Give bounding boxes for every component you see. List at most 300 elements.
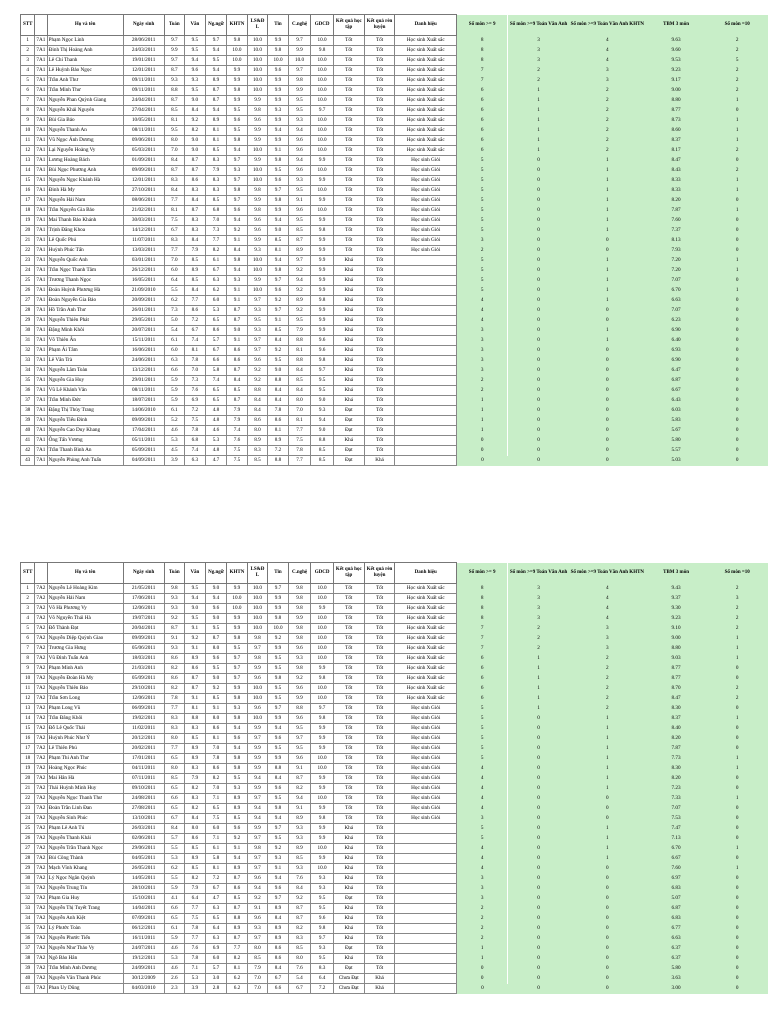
cell-history-geography: 9.9 [247, 96, 268, 106]
cell-conduct-result: Tốt [364, 804, 395, 814]
cell-academic-result: Đạt [333, 446, 364, 456]
cell-subjects-ge9-core3: 0 [508, 984, 570, 994]
cell-stt: 10 [21, 126, 35, 136]
cell-academic-result: Tốt [333, 584, 364, 594]
cell-subjects-eq10: 2 [707, 76, 768, 86]
cell-subjects-ge9: 3 [457, 236, 508, 246]
cell-subjects-eq10: 0 [707, 874, 768, 884]
cell-subjects-eq10: 1 [707, 864, 768, 874]
cell-academic-result: Tốt [333, 216, 364, 226]
cell-foreign-language: 7.0 [205, 216, 227, 226]
cell-subjects-ge9: 5 [457, 734, 508, 744]
cell-math: 6.7 [164, 814, 185, 824]
cell-technology: 8.4 [288, 386, 311, 396]
cell-technology: 9.1 [288, 764, 311, 774]
cell-civics: 9.8 [311, 674, 334, 684]
cell-technology: 7.8 [288, 446, 311, 456]
table-row [21, 944, 768, 954]
cell-academic-result: Khá [333, 904, 364, 914]
cell-stt: 7 [21, 96, 35, 106]
cell-subjects-ge9: 6 [457, 674, 508, 684]
cell-literature: 8.4 [185, 106, 206, 116]
cell-student-name: Phạm Thi Anh Thư [47, 754, 123, 764]
cell-academic-result: Tốt [333, 236, 364, 246]
cell-award [395, 874, 457, 884]
cell-student-name: Nguyễn Văn Thanh Phúc [47, 974, 123, 984]
cell-foreign-language: 4.7 [205, 894, 227, 904]
cell-foreign-language: 8.9 [205, 76, 227, 86]
cell-subjects-ge9-core3: 2 [508, 644, 570, 654]
cell-award: Học sinh Giỏi [395, 176, 457, 186]
cell-class: 7A1 [35, 346, 47, 356]
cell-subjects-ge9: 7 [457, 66, 508, 76]
cell-subjects-ge9-core3: 0 [508, 446, 570, 456]
cell-academic-result: Tốt [333, 694, 364, 704]
cell-subjects-ge9: 6 [457, 146, 508, 156]
cell-subjects-ge9-core3: 0 [508, 216, 570, 226]
cell-civics: 8.8 [311, 436, 334, 446]
cell-subjects-ge9-core4: 1 [569, 196, 645, 206]
cell-history-geography: 9.4 [247, 804, 268, 814]
cell-student-name: Võ Hà Phương Vy [47, 604, 123, 614]
header-award: Danh hiệu [395, 563, 457, 584]
cell-math: 6.5 [164, 754, 185, 764]
cell-math: 5.2 [164, 416, 185, 426]
cell-conduct-result: Tốt [364, 964, 395, 974]
cell-class: 7A2 [35, 694, 47, 704]
cell-math: 8.3 [164, 714, 185, 724]
cell-student-name: Vũ Đình Tuấn Anh [47, 654, 123, 664]
cell-history-geography: 10.0 [247, 714, 268, 724]
header-stt: STT [21, 15, 35, 36]
cell-student-name: Bùi Ngọc Phương Anh [47, 166, 123, 176]
cell-academic-result: Tốt [333, 166, 364, 176]
cell-informatics: 9.9 [268, 116, 289, 126]
cell-science: 9.7 [227, 674, 248, 684]
cell-foreign-language: 9.6 [205, 654, 227, 664]
cell-student-name: Mai Thanh Bảo Khánh [47, 216, 123, 226]
cell-subjects-ge9-core3: 1 [508, 86, 570, 96]
cell-conduct-result: Tốt [364, 744, 395, 754]
cell-subjects-eq10: 0 [707, 336, 768, 346]
cell-history-geography: 9.9 [247, 136, 268, 146]
cell-class: 7A2 [35, 604, 47, 614]
cell-stt: 14 [21, 714, 35, 724]
cell-award [395, 924, 457, 934]
cell-history-geography: 10.0 [247, 614, 268, 624]
cell-history-geography: 9.2 [247, 894, 268, 904]
cell-stt: 15 [21, 176, 35, 186]
cell-science: 9.3 [227, 784, 248, 794]
cell-subjects-eq10: 1 [707, 206, 768, 216]
cell-foreign-language: 5.8 [205, 854, 227, 864]
cell-subjects-ge9: 5 [457, 276, 508, 286]
cell-birth-date: 24/04/2011 [123, 96, 164, 106]
cell-foreign-language: 6.5 [205, 914, 227, 924]
cell-class: 7A1 [35, 166, 47, 176]
table-row [21, 904, 768, 914]
cell-subjects-ge9: 4 [457, 784, 508, 794]
cell-stt: 24 [21, 814, 35, 824]
cell-conduct-result: Tốt [364, 416, 395, 426]
cell-student-name: Đoàn Nguyễn Gia Bảo [47, 296, 123, 306]
cell-literature: 6.8 [185, 436, 206, 446]
cell-math: 9.9 [164, 46, 185, 56]
cell-science: 9.1 [227, 844, 248, 854]
cell-subjects-eq10: 0 [707, 944, 768, 954]
cell-subjects-ge9-core4: 3 [569, 644, 645, 654]
cell-subjects-ge9-core3: 1 [508, 126, 570, 136]
cell-subjects-eq10: 0 [707, 416, 768, 426]
cell-foreign-language: 9.5 [205, 664, 227, 674]
cell-informatics: 9.4 [268, 216, 289, 226]
cell-class: 7A1 [35, 56, 47, 66]
cell-civics: 9.3 [311, 406, 334, 416]
cell-award: Học sinh Giỏi [395, 804, 457, 814]
cell-informatics: 9.5 [268, 684, 289, 694]
cell-avg-3-subjects: 9.00 [645, 634, 707, 644]
cell-subjects-ge9-core4: 0 [569, 426, 645, 436]
table-row [21, 864, 768, 874]
cell-subjects-eq10: 0 [707, 854, 768, 864]
cell-subjects-ge9-core4: 0 [569, 894, 645, 904]
cell-award: Học sinh Xuất sắc [395, 56, 457, 66]
cell-academic-result: Tốt [333, 684, 364, 694]
cell-math: 7.7 [164, 704, 185, 714]
cell-stt: 5 [21, 76, 35, 86]
cell-technology: 9.8 [288, 634, 311, 644]
cell-class: 7A2 [35, 774, 47, 784]
cell-subjects-ge9: 8 [457, 604, 508, 614]
cell-class: 7A2 [35, 704, 47, 714]
cell-academic-result: Tốt [333, 76, 364, 86]
cell-informatics: 9.4 [268, 256, 289, 266]
cell-subjects-ge9-core3: 0 [508, 884, 570, 894]
cell-stt: 41 [21, 984, 35, 994]
cell-subjects-ge9: 3 [457, 356, 508, 366]
cell-civics: 10.0 [311, 136, 334, 146]
header-technology: C.nghệ [288, 15, 311, 36]
cell-technology: 9.2 [288, 674, 311, 684]
cell-history-geography: 9.8 [247, 186, 268, 196]
cell-literature: 8.5 [185, 734, 206, 744]
cell-subjects-ge9-core3: 1 [508, 106, 570, 116]
cell-student-name: Trần Đăng Khôi [47, 714, 123, 724]
cell-subjects-ge9-core3: 0 [508, 346, 570, 356]
cell-technology: 7.9 [288, 326, 311, 336]
cell-history-geography: 9.4 [247, 774, 268, 784]
cell-literature: 7.5 [185, 914, 206, 924]
cell-subjects-ge9: 6 [457, 664, 508, 674]
cell-award: Học sinh Xuất sắc [395, 126, 457, 136]
cell-subjects-ge9-core3: 0 [508, 824, 570, 834]
header-informatics: Tin [268, 15, 289, 36]
cell-history-geography: 9.7 [247, 834, 268, 844]
cell-class: 7A1 [35, 376, 47, 386]
cell-foreign-language: 7.1 [205, 794, 227, 804]
cell-avg-3-subjects: 7.07 [645, 306, 707, 316]
cell-subjects-ge9-core4: 0 [569, 346, 645, 356]
cell-subjects-eq10: 0 [707, 156, 768, 166]
cell-science: 9.3 [227, 276, 248, 286]
cell-subjects-eq10: 2 [707, 146, 768, 156]
table-row [21, 694, 768, 704]
cell-academic-result: Tốt [333, 116, 364, 126]
cell-stt: 37 [21, 944, 35, 954]
cell-technology: 9.6 [288, 136, 311, 146]
cell-student-name: Võ Nguyễn Thái Hà [47, 614, 123, 624]
cell-avg-3-subjects: 6.23 [645, 316, 707, 326]
cell-stt: 21 [21, 236, 35, 246]
cell-award: Học sinh Xuất sắc [395, 664, 457, 674]
cell-student-name: Nguyễn Như Thảo Vy [47, 944, 123, 954]
cell-stt: 26 [21, 286, 35, 296]
cell-technology: 8.5 [288, 226, 311, 236]
cell-academic-result: Khá [333, 954, 364, 964]
cell-informatics: 8.8 [268, 456, 289, 466]
cell-math: 8.8 [164, 86, 185, 96]
cell-subjects-ge9: 1 [457, 406, 508, 416]
cell-birth-date: 12/01/2011 [123, 66, 164, 76]
cell-subjects-ge9-core4: 1 [569, 186, 645, 196]
cell-history-geography: 10.0 [247, 166, 268, 176]
cell-subjects-ge9: 5 [457, 176, 508, 186]
cell-math: 5.0 [164, 316, 185, 326]
cell-subjects-ge9-core3: 3 [508, 46, 570, 56]
cell-civics: 9.6 [311, 346, 334, 356]
cell-birth-date: 09/11/2011 [123, 86, 164, 96]
cell-academic-result: Tốt [333, 634, 364, 644]
cell-class: 7A1 [35, 136, 47, 146]
cell-math: 4.6 [164, 964, 185, 974]
cell-academic-result: Chưa Đạt [333, 984, 364, 994]
cell-subjects-eq10: 1 [707, 136, 768, 146]
cell-informatics: 9.2 [268, 346, 289, 356]
cell-informatics: 9.5 [268, 664, 289, 674]
cell-subjects-ge9: 4 [457, 774, 508, 784]
cell-history-geography: 9.6 [247, 356, 268, 366]
cell-academic-result: Đạt [333, 426, 364, 436]
cell-academic-result: Tốt [333, 704, 364, 714]
cell-award [395, 366, 457, 376]
cell-birth-date: 26/01/2011 [123, 306, 164, 316]
cell-student-name: Đỗ Thành Đạt [47, 624, 123, 634]
cell-history-geography: 9.6 [247, 116, 268, 126]
cell-subjects-eq10: 0 [707, 276, 768, 286]
cell-class: 7A1 [35, 426, 47, 436]
cell-subjects-ge9-core4: 0 [569, 814, 645, 824]
cell-literature: 8.3 [185, 764, 206, 774]
cell-subjects-eq10: 0 [707, 914, 768, 924]
header-science: KHTN [227, 15, 248, 36]
cell-foreign-language: 9.4 [205, 594, 227, 604]
cell-subjects-eq10: 0 [707, 894, 768, 904]
cell-subjects-ge9: 1 [457, 416, 508, 426]
cell-literature: 8.5 [185, 844, 206, 854]
cell-math: 6.2 [164, 296, 185, 306]
cell-academic-result: Tốt [333, 206, 364, 216]
cell-math: 5.4 [164, 326, 185, 336]
cell-conduct-result: Tốt [364, 884, 395, 894]
cell-birth-date: 29/01/2011 [123, 376, 164, 386]
cell-student-name: Phạm Ngọc Linh [47, 36, 123, 46]
cell-academic-result: Tốt [333, 624, 364, 634]
cell-academic-result: Đạt [333, 944, 364, 954]
cell-award [395, 954, 457, 964]
cell-academic-result: Tốt [333, 614, 364, 624]
cell-subjects-ge9-core3: 3 [508, 56, 570, 66]
cell-conduct-result: Tốt [364, 146, 395, 156]
cell-academic-result: Tốt [333, 126, 364, 136]
cell-subjects-eq10: 2 [707, 694, 768, 704]
cell-conduct-result: Tốt [364, 426, 395, 436]
table-row [21, 136, 768, 146]
cell-history-geography: 9.6 [247, 216, 268, 226]
cell-student-name: Mai Hân Hà [47, 774, 123, 784]
cell-informatics: 9.9 [268, 714, 289, 724]
cell-stt: 12 [21, 146, 35, 156]
header-subjects-eq10: Số môn =10 [707, 15, 768, 36]
cell-stt: 7 [21, 644, 35, 654]
cell-foreign-language: 8.0 [205, 714, 227, 724]
cell-academic-result: Khá [333, 824, 364, 834]
cell-subjects-ge9-core3: 0 [508, 166, 570, 176]
cell-student-name: Nguyễn Trần Thanh Ngọc [47, 844, 123, 854]
cell-history-geography: 10.0 [247, 256, 268, 266]
cell-informatics: 9.7 [268, 276, 289, 286]
cell-academic-result: Khá [333, 436, 364, 446]
cell-technology: 9.7 [288, 36, 311, 46]
cell-subjects-eq10: 3 [707, 594, 768, 604]
cell-technology: 9.5 [288, 744, 311, 754]
cell-conduct-result: Tốt [364, 954, 395, 964]
cell-conduct-result: Tốt [364, 436, 395, 446]
cell-academic-result: Chưa Đạt [333, 974, 364, 984]
cell-subjects-ge9-core3: 0 [508, 286, 570, 296]
cell-civics: 9.8 [311, 46, 334, 56]
cell-civics: 9.8 [311, 356, 334, 366]
cell-foreign-language: 7.0 [205, 744, 227, 754]
cell-foreign-language: 8.1 [205, 136, 227, 146]
cell-subjects-ge9: 4 [457, 864, 508, 874]
cell-conduct-result: Tốt [364, 774, 395, 784]
cell-student-name: Bùi Công Thành [47, 854, 123, 864]
cell-stt: 35 [21, 924, 35, 934]
cell-award [395, 844, 457, 854]
cell-literature: 7.9 [185, 774, 206, 784]
cell-technology: 8.7 [288, 774, 311, 784]
cell-literature: 8.1 [185, 346, 206, 356]
cell-class: 7A1 [35, 196, 47, 206]
cell-history-geography: 9.7 [247, 644, 268, 654]
cell-history-geography: 8.6 [247, 416, 268, 426]
cell-student-name: Hoàng Ngọc Phúc [47, 764, 123, 774]
cell-subjects-ge9: 1 [457, 396, 508, 406]
cell-student-name: Nguyễn Thanh An [47, 126, 123, 136]
cell-literature: 7.7 [185, 296, 206, 306]
cell-civics: 9.9 [311, 854, 334, 864]
cell-subjects-ge9: 4 [457, 296, 508, 306]
cell-science: 9.9 [227, 584, 248, 594]
cell-technology: 8.2 [288, 784, 311, 794]
cell-subjects-ge9: 7 [457, 634, 508, 644]
cell-subjects-ge9-core4: 2 [569, 664, 645, 674]
cell-math: 2.3 [164, 984, 185, 994]
cell-subjects-eq10: 0 [707, 396, 768, 406]
table-row [21, 784, 768, 794]
cell-stt: 38 [21, 954, 35, 964]
cell-conduct-result: Tốt [364, 874, 395, 884]
cell-subjects-eq10: 2 [707, 614, 768, 624]
cell-foreign-language: 4.6 [205, 426, 227, 436]
cell-student-name: Trần Ngọc Thanh Tâm [47, 266, 123, 276]
cell-stt: 9 [21, 664, 35, 674]
cell-subjects-ge9-core4: 1 [569, 714, 645, 724]
cell-math: 7.3 [164, 306, 185, 316]
cell-class: 7A2 [35, 914, 47, 924]
cell-academic-result: Tốt [333, 146, 364, 156]
cell-class: 7A1 [35, 66, 47, 76]
cell-stt: 32 [21, 346, 35, 356]
cell-math: 8.2 [164, 664, 185, 674]
cell-subjects-ge9: 6 [457, 86, 508, 96]
cell-avg-3-subjects: 8.77 [645, 674, 707, 684]
header-subjects-ge9-core3: Số môn >=9 Toán Văn Anh [508, 15, 570, 36]
cell-stt: 9 [21, 116, 35, 126]
cell-avg-3-subjects: 8.33 [645, 186, 707, 196]
cell-technology: 9.9 [288, 694, 311, 704]
cell-subjects-ge9-core4: 1 [569, 326, 645, 336]
cell-birth-date: 09/09/2011 [123, 634, 164, 644]
cell-technology: 9.3 [288, 116, 311, 126]
cell-subjects-ge9-core3: 2 [508, 634, 570, 644]
cell-class: 7A1 [35, 306, 47, 316]
cell-subjects-ge9: 3 [457, 814, 508, 824]
cell-class: 7A1 [35, 156, 47, 166]
cell-foreign-language: 4.8 [205, 406, 227, 416]
cell-science: 8.5 [227, 814, 248, 824]
cell-technology: 8.0 [288, 396, 311, 406]
cell-subjects-ge9: 5 [457, 744, 508, 754]
cell-technology: 8.8 [288, 704, 311, 714]
cell-civics: 9.3 [311, 884, 334, 894]
cell-history-geography: 8.9 [247, 436, 268, 446]
cell-math: 6.3 [164, 356, 185, 366]
cell-award: Học sinh Giỏi [395, 774, 457, 784]
cell-student-name: Trương Gia Hưng [47, 644, 123, 654]
cell-award [395, 834, 457, 844]
table-row [21, 146, 768, 156]
cell-academic-result: Tốt [333, 764, 364, 774]
cell-subjects-eq10: 0 [707, 426, 768, 436]
cell-subjects-ge9-core3: 0 [508, 426, 570, 436]
cell-subjects-eq10: 1 [707, 754, 768, 764]
cell-conduct-result: Tốt [364, 266, 395, 276]
cell-award: Học sinh Xuất sắc [395, 36, 457, 46]
cell-conduct-result: Tốt [364, 704, 395, 714]
header-technology: C.nghệ [288, 563, 311, 584]
cell-conduct-result: Tốt [364, 914, 395, 924]
cell-avg-3-subjects: 6.47 [645, 366, 707, 376]
cell-technology: 8.8 [288, 336, 311, 346]
cell-subjects-eq10: 1 [707, 176, 768, 186]
cell-class: 7A2 [35, 754, 47, 764]
cell-history-geography: 10.0 [247, 36, 268, 46]
cell-stt: 11 [21, 684, 35, 694]
cell-award: Học sinh Xuất sắc [395, 146, 457, 156]
cell-stt: 23 [21, 804, 35, 814]
cell-technology: 8.9 [288, 814, 311, 824]
